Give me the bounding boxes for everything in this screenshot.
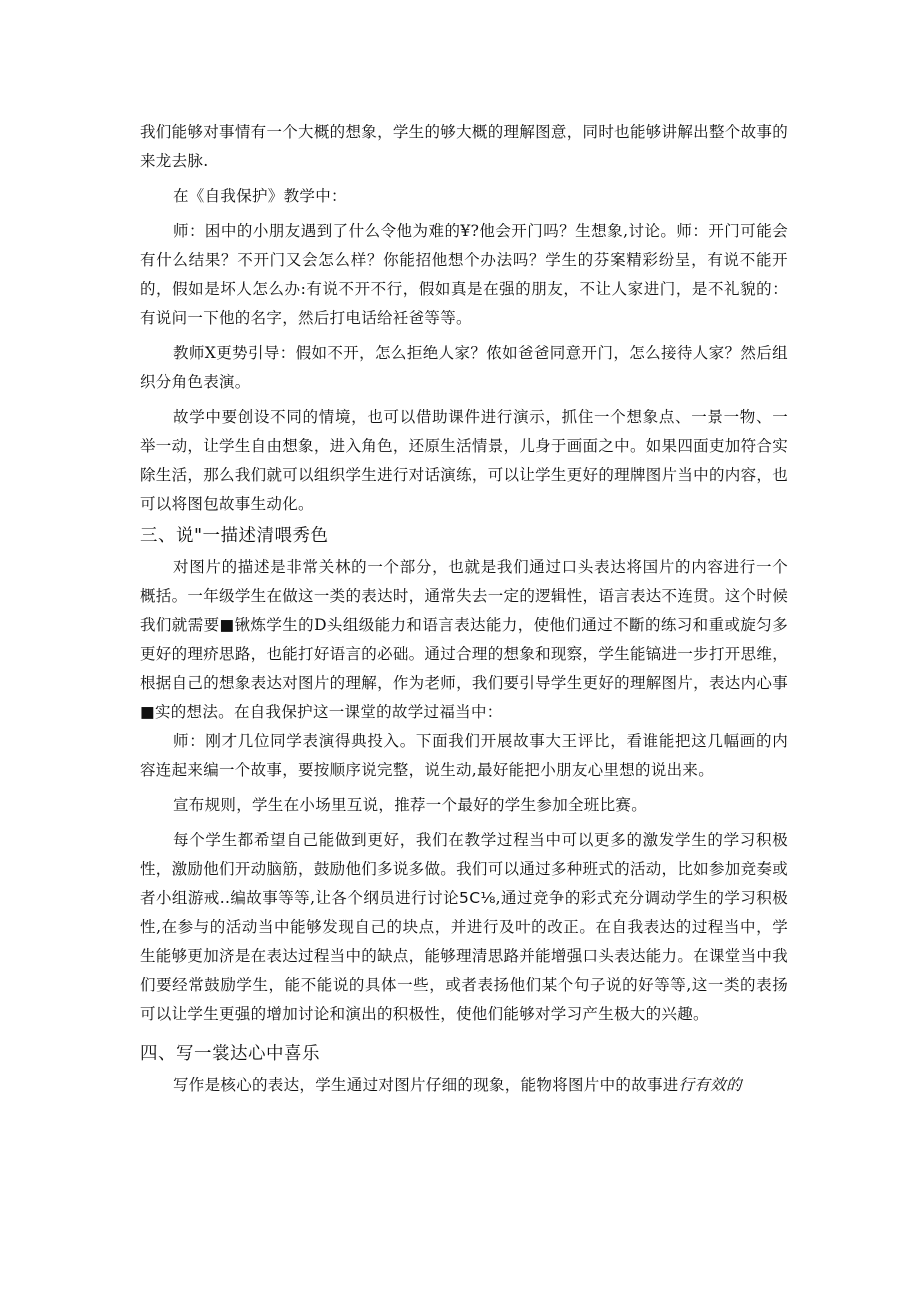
paragraph-lesson-title: 在《自我保护》教学中： xyxy=(173,187,347,205)
paragraph-writing xyxy=(140,1071,788,1100)
writing-italic-tail: 行有效的 xyxy=(678,1076,742,1094)
writing-text: 写作是核心的表达，学生通过对图片仔细的现象，能物将图片中的故事进 xyxy=(173,1076,679,1094)
section-heading-4: 四、写一裳达心中喜乐 xyxy=(140,1044,320,1064)
paragraph-teacher-dialogue: 师：困中的小朋友遇到了什么令他为难的¥?他会开门吗？生想象,讨论。师：开门可能会有什么结果？不开门又会怎么样？你能招他想个办法吗？学生的芬案精彩纷呈，有说不能开的，假如是坏人怎么办:有说不开不行，假如真是在强的朋友，不让人家进门，是不礼貌的：有说问一下他的名字，然后打电话给衽爸等等。 xyxy=(140,222,788,327)
paragraph-description: 对图片的描述是非常关林的一个部分，也就是我们通过口头表达将国片的内容进行一个概括。一年级学生在做这一类的表达时，通常失去一定的逻辑性，语言表达不连贯。这个时候我们就需要■锹炼学生的D头组级能力和语言表达能力，使他们通过不斷的练习和重或旋匀多更好的理疥思路，也能打好语言的必础。通过合理的想象和现察，学生能镐进一步打开思维，根据自己的想象表达对图片的理解，作为老师，我们要引导学生更好的理解图片，表达内心事■实的想法。在自我保护这一课堂的故学过福当中： xyxy=(140,558,788,721)
paragraph-teacher-guidance: 教师X更势引导：假如不开，怎么拒绝人家？侬如爸爸同意开门，怎么接待人家？然后组织分角色表演。 xyxy=(140,344,788,391)
document-body xyxy=(140,118,788,1100)
paragraph-storyteller: 师：刚才几位同学表演得典投入。下面我们开展故事大王评比，看谁能把这几幅画的内容连起来编一个故事，要按顺序说完整，说生动,最好能把小朋友心里想的说出来。 xyxy=(140,732,788,779)
paragraph-situation: 故学中要创设不同的情境，也可以借助课件进行演示，抓住一个想象点、一景一物、一举一动，让学生自由想象，进入角色，还原生活情景，儿身于画面之中。如果四面吏加符合实除生活，那么我们就可以组织学生进行对话演练，可以让学生更好的理牌图片当中的内容，也可以将图包故事生动化。 xyxy=(140,408,788,513)
paragraph-rules: 宣布规则，学生在小场里互说，推荐一个最好的学生参加全班比赛。 xyxy=(173,796,648,814)
competition-text-before: 每个学生都希望自己能做到更好，我们在教学过程当中可以更多的激发学生的学习积极性，激励他们开动脑筋，鼓励他们多说多做。我们可以通过多种班式的活动，比如参加竞奏或者小组游戒..编故事等等,让各个纲员进行讨论 xyxy=(140,831,788,907)
competition-odd-chars: 5C⅛ xyxy=(459,889,496,907)
section-heading-3: 三、说"一描述清喂秀色 xyxy=(140,526,329,546)
paragraph-competition xyxy=(140,826,788,1029)
paragraph-intro: 我们能够对事情有一个大概的想象，学生的够大概的理解图意，同时也能够讲解出整个故事的来龙去脉. xyxy=(140,123,788,170)
competition-text-after: ,通过竞争的彩式充分调动学生的学习积极性,在参与的活动当中能够发现自己的块点，并进行及叶的改正。在自我表达的过程当中，学生能够更加济是在表达过程当中的缺点，能够理清思路并能增强口头表达能力。在课堂当中我们要经常鼓励学生，能不能说的具体一些，或者表扬他们某个句子说的好等等,这一类的表扬可以让学生更强的增加讨论和演出的积极性，使他们能够对学习产生极大的兴趣。 xyxy=(140,889,788,1023)
